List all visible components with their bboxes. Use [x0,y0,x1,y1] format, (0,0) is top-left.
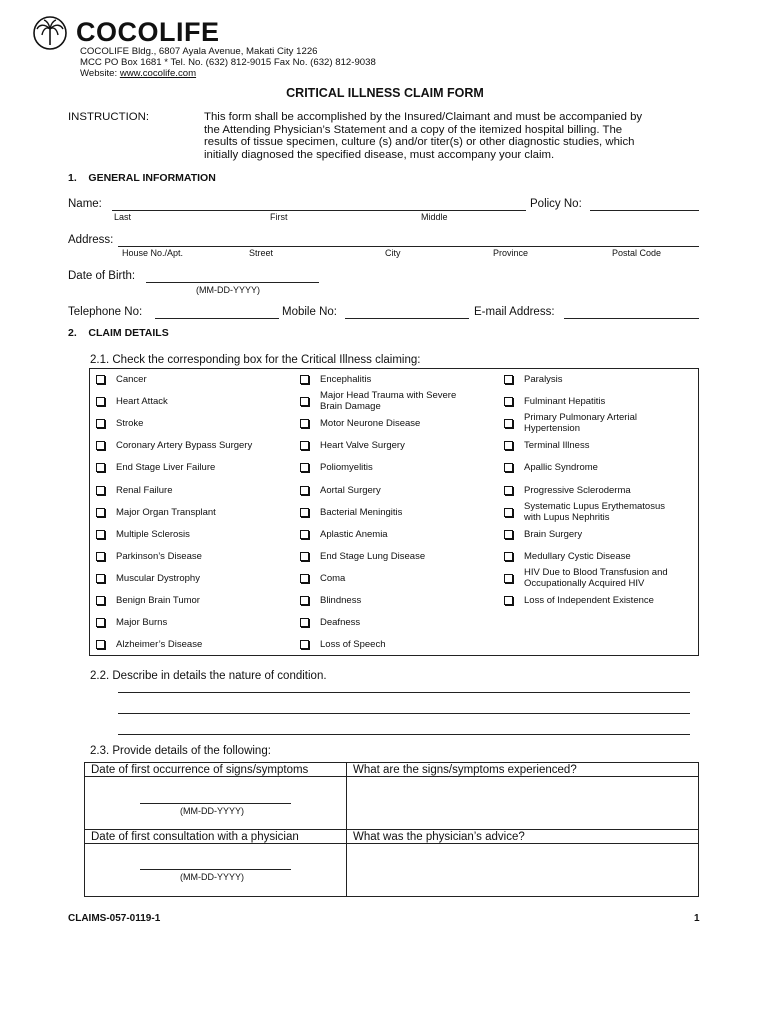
illness-label: Fulminant Hepatitis [524,396,606,408]
illness-checkbox[interactable] [300,508,309,517]
illness-label: Coma [320,572,346,584]
physician-advice-field[interactable] [348,845,698,895]
section-claim-details-title: 2. CLAIM DETAILS [68,327,169,339]
illness-label: Stroke [116,418,144,430]
email-field[interactable] [564,318,699,319]
illness-label: Major Head Trauma with Severe Brain Damage [320,390,457,413]
page-number: 1 [694,913,700,924]
instruction-label: INSTRUCTION: [68,111,149,123]
dob-field[interactable] [146,282,319,283]
illness-label: Renal Failure [116,484,173,496]
name-sub-middle: Middle [421,212,448,222]
address-sub-city: City [385,248,401,258]
mobile-field[interactable] [345,318,469,319]
illness-checkbox[interactable] [96,552,105,561]
illness-checkbox[interactable] [300,441,309,450]
illness-label: Major Organ Transplant [116,506,216,518]
table-r1-header-line [84,776,699,777]
name-sub-last: Last [114,212,132,222]
illness-label: Loss of Speech [320,639,386,651]
first-consultation-date-field[interactable] [140,869,291,870]
name-sub-first: First [270,212,288,222]
illness-checkbox[interactable] [96,596,105,605]
company-address [80,46,376,79]
illness-checkbox[interactable] [96,530,105,539]
brand-name: COCOLIFE [76,17,220,47]
mobile-label: Mobile No: [282,306,337,318]
address-sub-house: House No./Apt. [122,248,184,258]
name-label: Name: [68,198,102,210]
illness-checkbox[interactable] [504,486,513,495]
condition-line-3[interactable] [118,734,690,735]
illness-checkbox[interactable] [300,596,309,605]
first-consultation-format: (MM-DD-YYYY) [180,872,244,882]
first-occurrence-format: (MM-DD-YYYY) [180,806,244,816]
illness-label: Medullary Cystic Disease [524,550,631,562]
policy-field[interactable] [590,210,699,211]
illness-label: Aplastic Anemia [320,528,388,540]
illness-checkbox[interactable] [504,574,513,583]
illness-label: Alzheimer’s Disease [116,639,203,651]
illness-checkbox[interactable] [504,419,513,428]
instruction-text [204,111,702,161]
illness-checkbox[interactable] [300,618,309,627]
address-line-2: MCC PO Box 1681 * Tel. No. (632) 812-9015 Fax No. (632) 812-9038 [80,57,376,68]
table-row-divider [84,829,699,830]
illness-label: Encephalitis [320,374,372,385]
illness-label: Poliomyelitis [320,462,373,474]
illness-checkbox[interactable] [504,441,513,450]
question-2-2: 2.2. Describe in details the nature of condition. [90,670,327,682]
illness-checkbox[interactable] [300,419,309,428]
address-field[interactable] [118,246,699,247]
symptoms-field[interactable] [348,778,698,828]
illness-label: Cancer [116,374,147,385]
illness-label: Primary Pulmonary Arterial Hypertension [524,412,637,435]
illness-label: Bacterial Meningitis [320,506,403,518]
dob-format: (MM-DD-YYYY) [196,285,260,295]
address-sub-street: Street [249,248,274,258]
illness-checkbox[interactable] [504,375,513,384]
table-r2-header-line [84,843,699,844]
illness-label: End Stage Lung Disease [320,550,426,562]
illness-checkbox[interactable] [96,397,105,406]
illness-label: Multiple Sclerosis [116,528,190,540]
illness-checkbox[interactable] [504,463,513,472]
illness-label: Blindness [320,595,362,606]
illness-checkbox[interactable] [96,508,105,517]
first-occurrence-date-field[interactable] [140,803,291,804]
website-label: Website: [80,68,118,79]
illness-label: Coronary Artery Bypass Surgery [116,440,253,452]
condition-line-1[interactable] [118,692,690,693]
website-line [80,68,376,79]
dob-label: Date of Birth: [68,270,136,282]
illness-label: Brain Surgery [524,528,583,540]
table-header-symptoms: What are the signs/symptoms experienced? [353,764,577,776]
condition-line-2[interactable] [118,713,690,714]
illness-checkbox[interactable] [96,441,105,450]
illness-checkbox[interactable] [504,596,513,605]
illness-label: Loss of Independent Existence [524,595,654,606]
question-2-1: 2.1. Check the corresponding box for the Critical Illness claiming: [90,354,421,366]
address-sub-province: Province [493,248,529,258]
table-header-first-consultation: Date of first consultation with a physician [91,831,299,843]
table-header-physician-advice: What was the physician’s advice? [353,831,525,843]
illness-checkbox[interactable] [504,552,513,561]
illness-label: HIV Due to Blood Transfusion and Occupationally Acquired HIV [524,566,668,589]
illness-label: Deafness [320,617,361,629]
illness-label: Motor Neurone Disease [320,418,421,430]
policy-label: Policy No: [530,198,582,210]
instruction-line-1: This form shall be accomplished by the Insured/Claimant and must be accompanied by [204,111,643,123]
illness-checkbox[interactable] [504,397,513,406]
illness-label: Progressive Scleroderma [524,484,631,496]
illness-checkbox[interactable] [96,419,105,428]
illness-label: Parkinson’s Disease [116,550,202,562]
website-link[interactable]: www.cocolife.com [119,68,197,79]
address-sub-postal: Postal Code [612,248,662,258]
instruction-line-2: the Attending Physician’s Statement and a copy of the itemized hospital billing. The [204,123,623,136]
illness-checkbox[interactable] [96,574,105,583]
illness-label: Apallic Syndrome [524,462,598,474]
illness-checkbox[interactable] [96,618,105,627]
illness-checkbox[interactable] [300,375,309,384]
telephone-label: Telephone No: [68,306,143,318]
address-line-1: COCOLIFE Bldg., 6807 Ayala Avenue, Makati City 1226 [80,46,318,57]
instruction-line-3: results of tissue specimen, culture (s) and/or titer(s) or other diagnostic studies, which [204,136,635,149]
question-2-3: 2.3. Provide details of the following: [90,745,271,757]
form-title: CRITICAL ILLNESS CLAIM FORM [286,86,484,100]
name-field[interactable] [112,210,526,211]
illness-label: Major Burns [116,617,168,629]
email-label: E-mail Address: [474,306,555,318]
illness-label: Heart Valve Surgery [320,440,405,452]
table-header-first-occurrence: Date of first occurrence of signs/symptoms [91,764,309,776]
telephone-field[interactable] [155,318,279,319]
illness-checkbox[interactable] [300,574,309,583]
illness-checkbox[interactable] [96,486,105,495]
section-general-information-title: 1. GENERAL INFORMATION [68,172,216,184]
illness-checkbox[interactable] [504,530,513,539]
illness-label: Terminal Illness [524,440,590,452]
illness-label: Systematic Lupus Erythematosus with Lupus Nephritis [524,500,665,523]
illness-checkbox[interactable] [300,397,309,406]
coconut-tree-icon [32,15,68,51]
illness-checkbox[interactable] [96,640,105,649]
illness-label: Benign Brain Tumor [116,595,200,606]
illness-label: End Stage Liver Failure [116,462,216,474]
illness-checkbox[interactable] [96,375,105,384]
illness-label: Heart Attack [116,396,168,408]
address-label: Address: [68,234,114,246]
instruction-line-4: initially diagnosed the specified disease, must accompany your claim. [204,148,555,161]
illness-checkbox[interactable] [300,530,309,539]
illness-checkbox[interactable] [504,508,513,517]
illness-checkbox[interactable] [300,463,309,472]
illness-checkbox[interactable] [96,463,105,472]
illness-label: Aortal Surgery [320,484,381,496]
illness-label: Paralysis [524,374,563,385]
illness-checkbox[interactable] [300,552,309,561]
form-code: CLAIMS-057-0119-1 [68,913,161,924]
illness-checkbox[interactable] [300,640,309,649]
illness-label: Muscular Dystrophy [116,572,200,584]
illness-checkbox[interactable] [300,486,309,495]
